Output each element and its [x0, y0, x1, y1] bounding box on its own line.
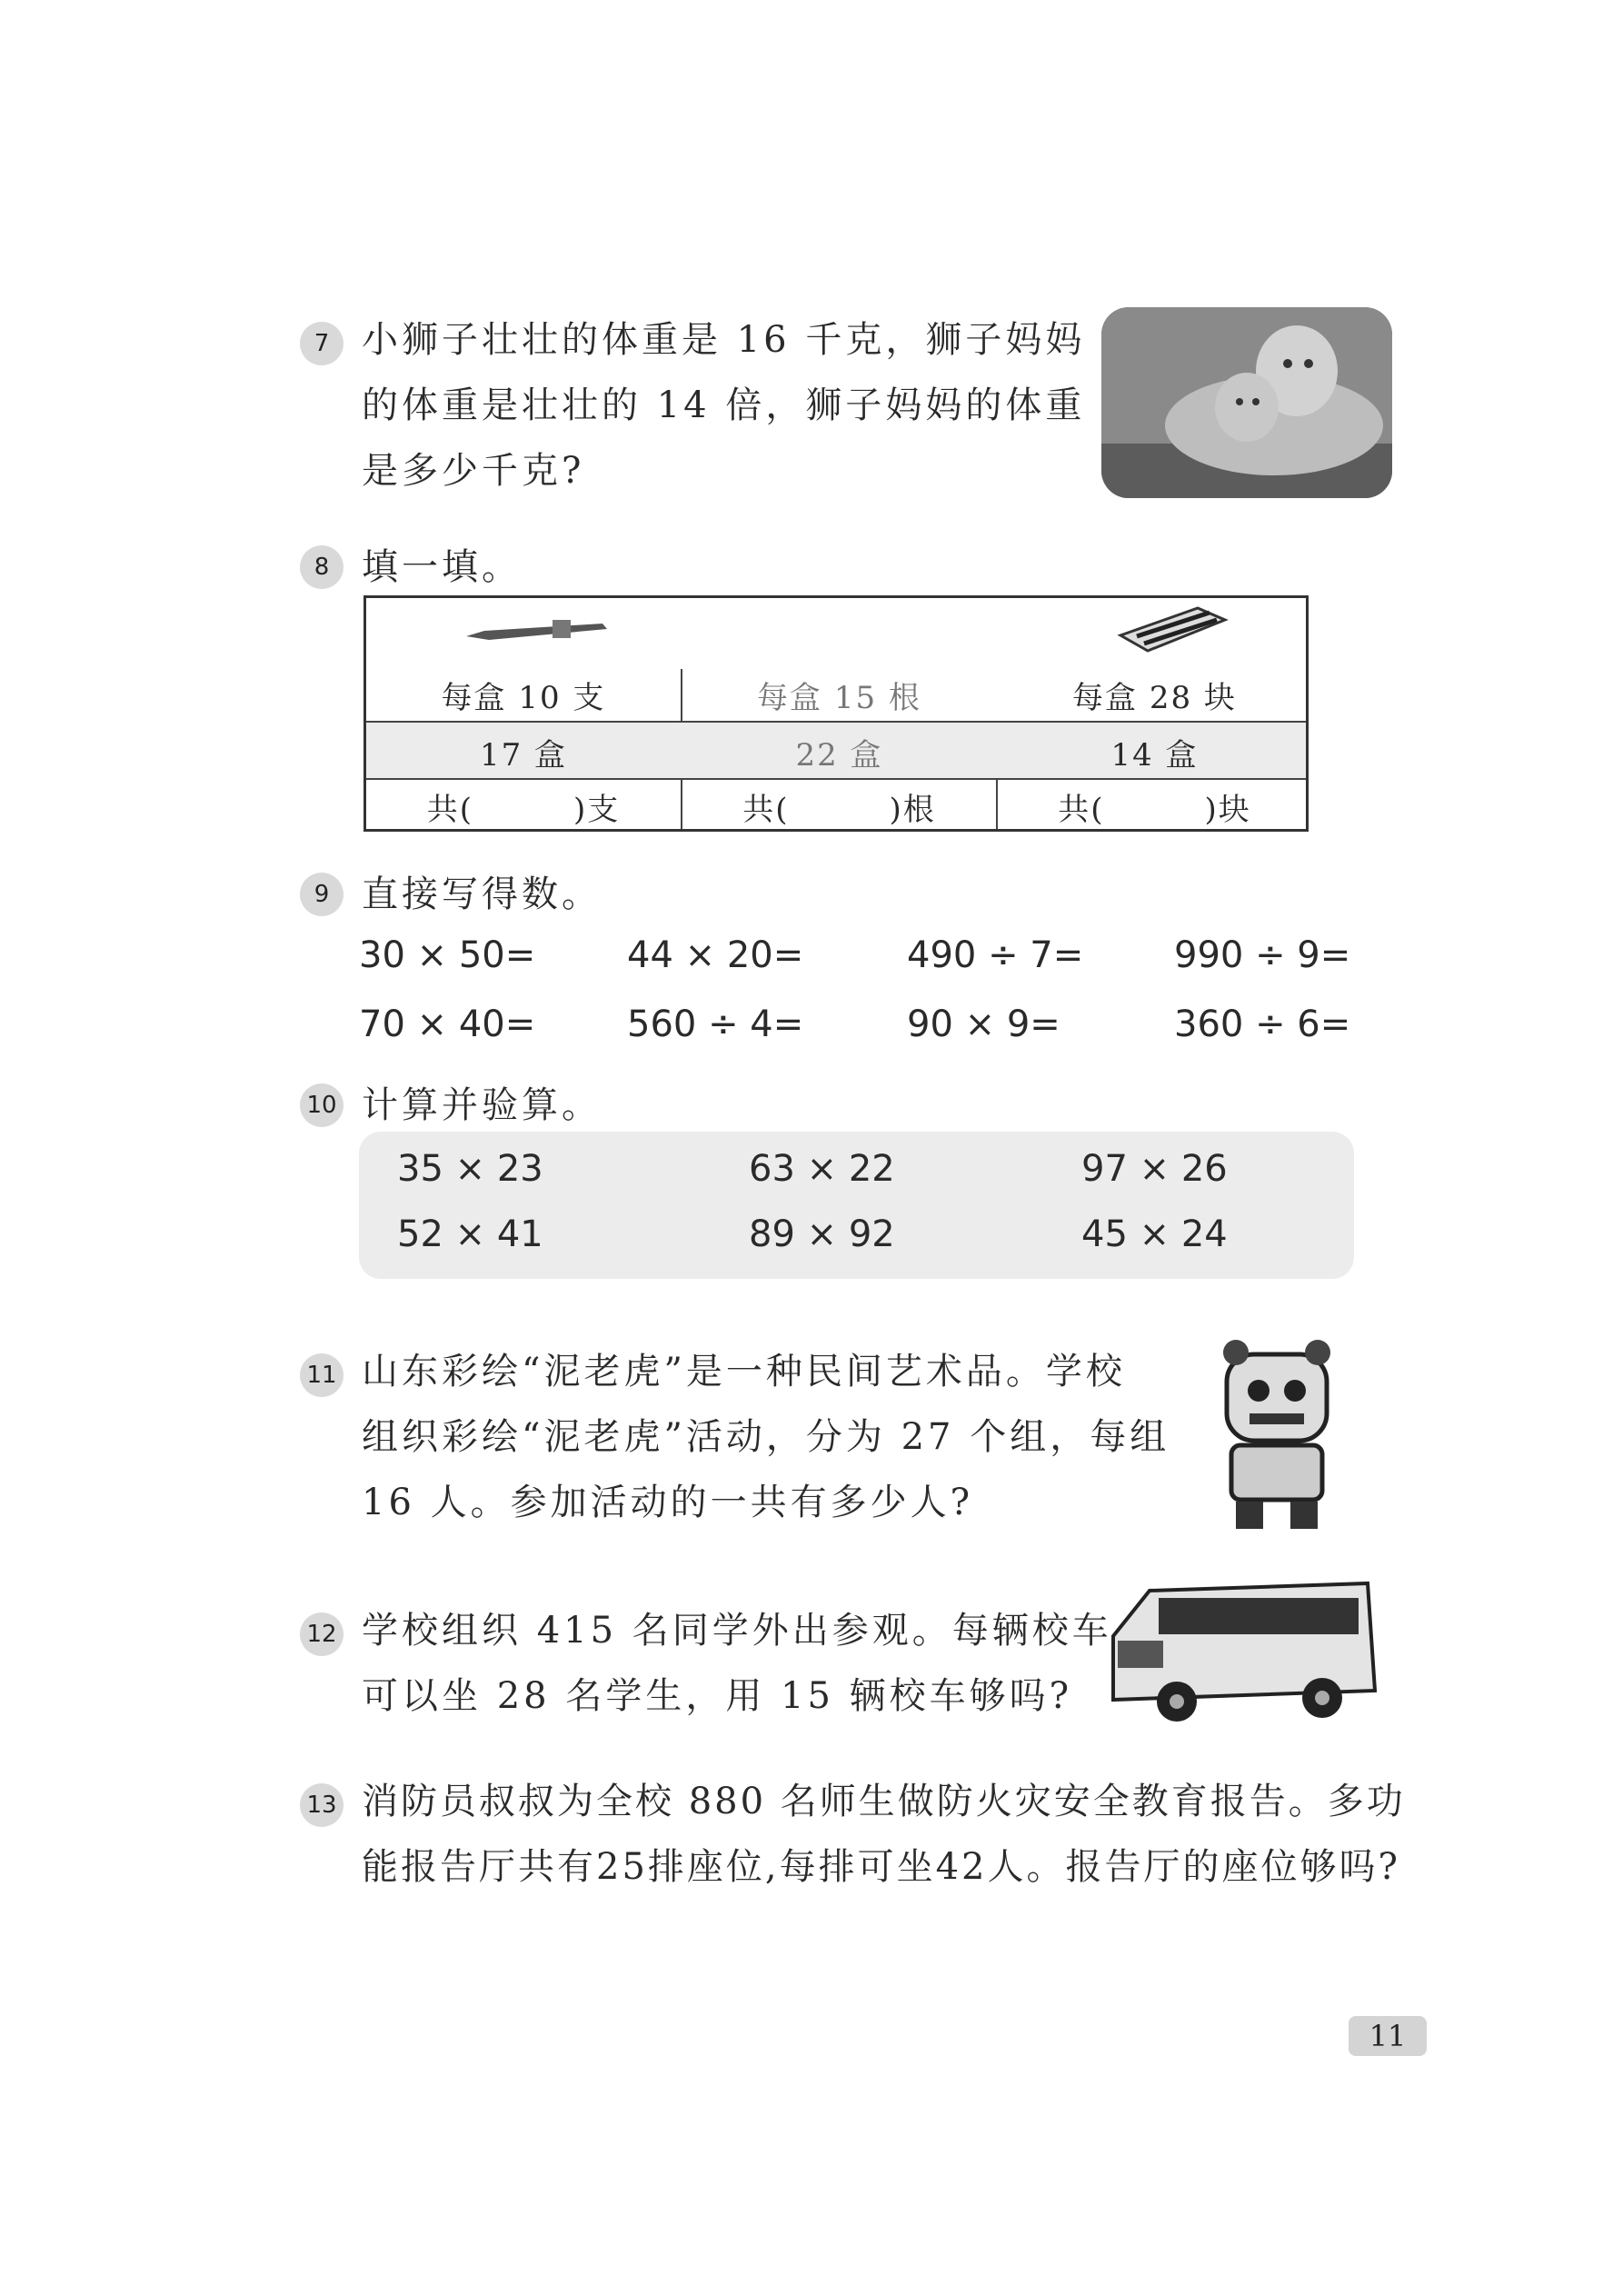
question-text [362, 1769, 1406, 1900]
question-number: 11 [300, 1353, 344, 1397]
per-box-pencil: 每盒 10 支 [441, 680, 606, 716]
boxes-pencil: 17 盒 [479, 737, 568, 774]
question-text [362, 307, 1085, 504]
question-title: 计算并验算。 [362, 1084, 602, 1126]
calc-item: 97 × 26 [1081, 1148, 1228, 1190]
question-title: 填一填。 [362, 546, 522, 588]
question-13 [300, 1780, 1409, 1925]
text-line: 是多少千克? [362, 450, 585, 492]
calc-item: 360 ÷ 6= [1174, 1003, 1351, 1045]
question-9 [300, 873, 1409, 927]
calc-item: 52 × 41 [397, 1213, 543, 1255]
question-number: 8 [300, 545, 344, 589]
question-10 [300, 1083, 1409, 1138]
answer-stick[interactable] [682, 784, 996, 829]
question-text [362, 1339, 1170, 1535]
answer-pencil[interactable] [366, 784, 681, 829]
eraser-icon [1111, 604, 1230, 662]
question-title: 直接写得数。 [362, 873, 602, 915]
text-line: 的体重是壮壮的 14 倍，狮子妈妈的体重 [362, 384, 1086, 426]
calc-item: 89 × 92 [749, 1213, 895, 1255]
question-number: 7 [300, 322, 344, 365]
answer-right: )根 [889, 792, 936, 828]
question-number: 9 [300, 873, 344, 916]
calc-item: 45 × 24 [1081, 1213, 1228, 1255]
divider [366, 721, 1306, 723]
text-line: 学校组织 415 名同学外出参观。每辆校车 [362, 1610, 1112, 1652]
answer-left: 共( [742, 792, 790, 828]
boxes-stick: 22 盒 [795, 737, 883, 774]
text-line: 16 人。参加活动的一共有多少人? [362, 1482, 974, 1523]
per-box-stick: 每盒 15 根 [757, 680, 921, 716]
text-line: 组织彩绘“泥老虎”活动，分为 27 个组，每组 [362, 1416, 1170, 1458]
calc-item: 30 × 50= [359, 934, 536, 976]
question-number: 12 [300, 1612, 344, 1656]
calc-item: 560 ÷ 4= [627, 1003, 804, 1045]
answer-right: )支 [573, 792, 621, 828]
text-line: 可以坐 28 名学生，用 15 辆校车够吗? [362, 1675, 1073, 1717]
calc-item: 63 × 22 [749, 1148, 895, 1190]
question-text [362, 1598, 1112, 1729]
fill-table [363, 595, 1309, 832]
text-line: 消防员叔叔为全校 880 名师生做防火灾安全教育报告。多功 [362, 1781, 1406, 1822]
calc-item: 70 × 40= [359, 1003, 536, 1045]
calc-item: 44 × 20= [627, 934, 804, 976]
calc-item: 490 ÷ 7= [907, 934, 1084, 976]
question-number: 10 [300, 1083, 344, 1127]
answer-left: 共( [1058, 792, 1105, 828]
question-8 [300, 545, 1409, 600]
text-line: 山东彩绘“泥老虎”是一种民间艺术品。学校 [362, 1351, 1126, 1393]
text-line: 小狮子壮壮的体重是 16 千克，狮子妈妈 [362, 319, 1086, 361]
text-line: 能报告厅共有25排座位,每排可坐42人。报告厅的座位够吗? [362, 1846, 1400, 1888]
per-box-eraser: 每盒 28 块 [1072, 680, 1237, 716]
answer-eraser[interactable] [998, 784, 1311, 829]
pencil-icon [466, 618, 612, 649]
lion-photo [1101, 307, 1392, 498]
answer-right: )块 [1204, 792, 1251, 828]
calc-item: 90 × 9= [907, 1003, 1060, 1045]
calc-item: 990 ÷ 9= [1174, 934, 1351, 976]
school-bus-image [1095, 1572, 1381, 1727]
question-number: 13 [300, 1783, 344, 1827]
boxes-eraser: 14 盒 [1110, 737, 1199, 774]
answer-left: 共( [426, 792, 473, 828]
page-number: 11 [1349, 2016, 1427, 2056]
calc-item: 35 × 23 [397, 1148, 543, 1190]
divider [366, 778, 1306, 780]
clay-tiger-image [1209, 1336, 1345, 1536]
